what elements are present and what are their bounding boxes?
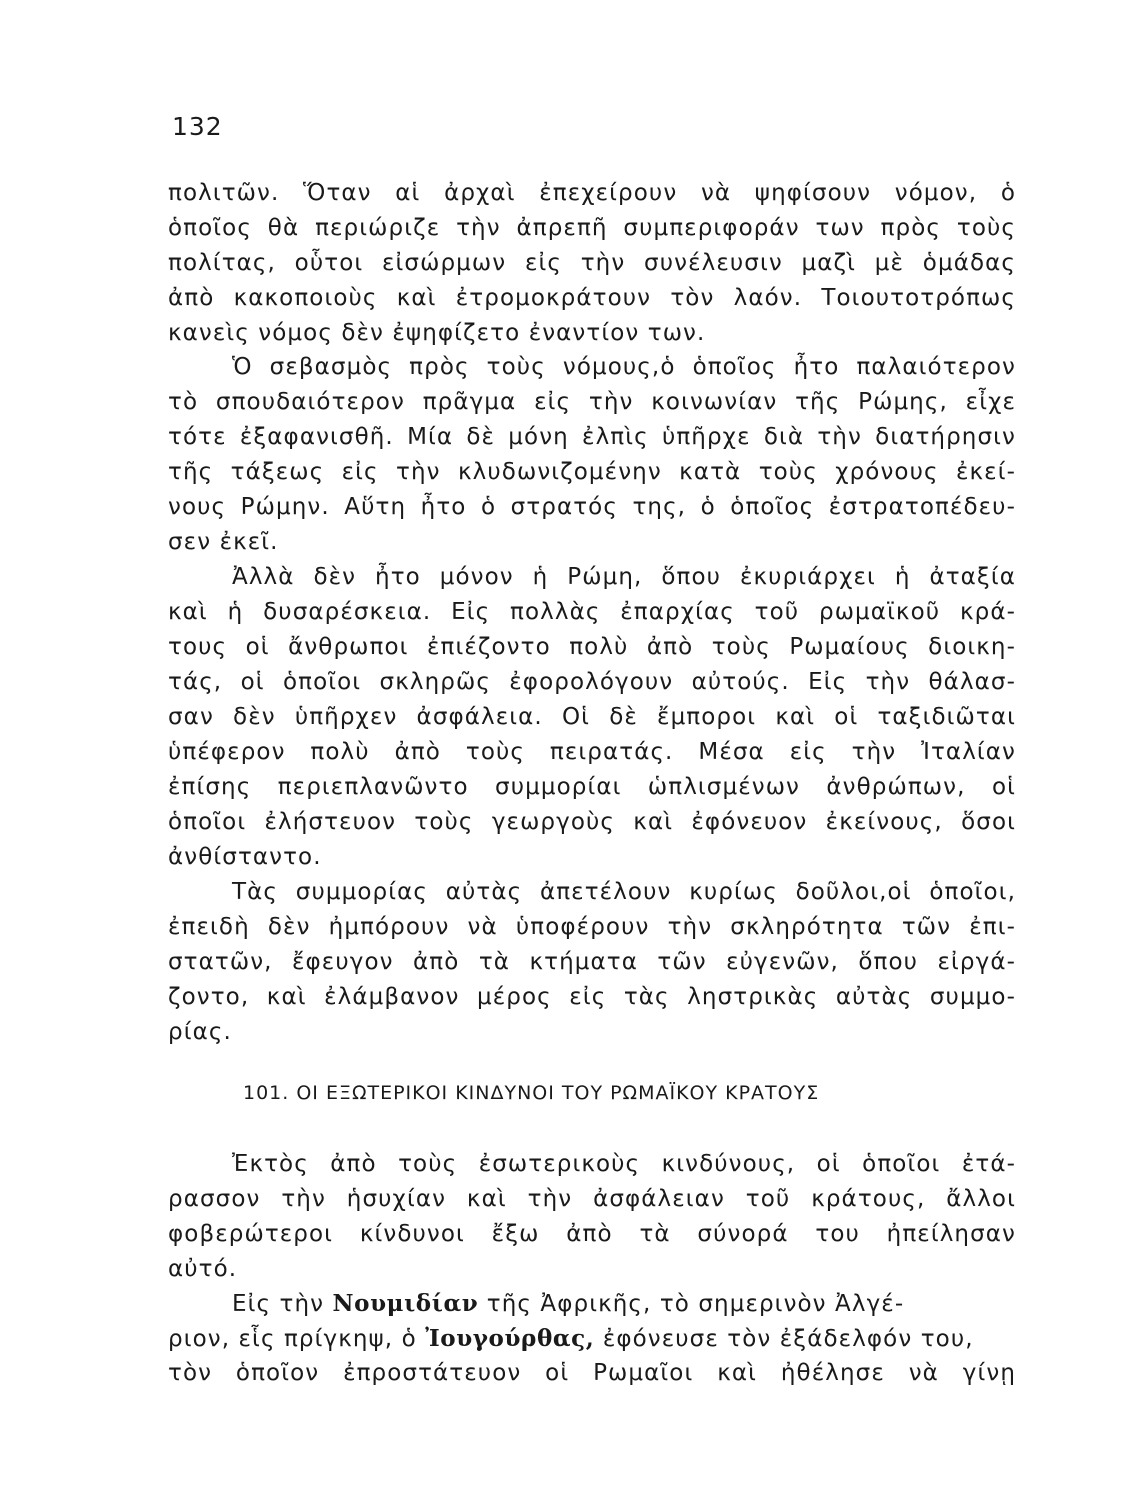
text-line: φοβερώτεροι κίνδυνοι ἔξω ἀπὸ τὰ σύνορά του ἠπείλησαν bbox=[168, 1221, 1016, 1247]
text-line: πολιτῶν. Ὅταν αἱ ἀρχαὶ ἐπεχείρουν νὰ ψηφίσουν νόμον, ὁ bbox=[168, 180, 1016, 206]
text-line: τους οἱ ἄνθρωποι ἐπιέζοντο πολὺ ἀπὸ τοὺς Ρωμαίους διοικη- bbox=[168, 634, 1016, 660]
text-fragment: ἐφόνευσε τὸν ἐξάδελφόν του, bbox=[594, 1326, 974, 1352]
text-fragment: ριον, εἷς πρίγκηψ, ὁ bbox=[168, 1326, 426, 1352]
text-line: Ἀλλὰ δὲν ἦτο μόνον ἡ Ρώμη, ὅπου ἐκυριάρχει ἡ ἀταξία bbox=[232, 564, 1016, 590]
text-line: καὶ ἡ δυσαρέσκεια. Εἰς πολλὰς ἐπαρχίας τοῦ ρωμαϊκοῦ κρά- bbox=[168, 599, 1016, 625]
text-line: τότε ἐξαφανισθῆ. Μία δὲ μόνη ἐλπὶς ὑπῆρχε διὰ τὴν διατήρησιν bbox=[168, 424, 1016, 450]
text-line: Ἐκτὸς ἀπὸ τοὺς ἐσωτερικοὺς κινδύνους, οἱ ὁποῖοι ἐτά- bbox=[232, 1151, 1016, 1177]
text-line: ρασσον τὴν ἡσυχίαν καὶ τὴν ἀσφάλειαν τοῦ κράτους, ἄλλοι bbox=[168, 1186, 1016, 1212]
text-line: ἀνθίσταντο. bbox=[168, 844, 322, 870]
text-line: τὸν ὁποῖον ἐπροστάτευον οἱ Ρωμαῖοι καὶ ἠθέλησε νὰ γίνῃ bbox=[168, 1360, 1016, 1386]
proper-name: Νουμιδίαν bbox=[332, 1290, 479, 1317]
text-line: πολίτας, οὗτοι εἰσώρμων εἰς τὴν συνέλευσιν μαζὶ μὲ ὁμάδας bbox=[168, 250, 1016, 276]
text-line: ὁποῖοι ἐλήστευον τοὺς γεωργοὺς καὶ ἐφόνευον ἐκείνους, ὅσοι bbox=[168, 809, 1016, 835]
text-line: ὑπέφερον πολὺ ἀπὸ τοὺς πειρατάς. Μέσα εἰς τὴν Ἰταλίαν bbox=[168, 739, 1016, 765]
text-line bbox=[168, 1327, 974, 1351]
text-line: ζοντο, καὶ ἐλάμβανον μέρος εἰς τὰς ληστρικὰς αὐτὰς συμμο- bbox=[168, 984, 1016, 1010]
text-line: τάς, οἱ ὁποῖοι σκληρῶς ἐφορολόγουν αὐτούς. Εἰς τὴν θάλασ- bbox=[168, 669, 1016, 695]
text-line: τὸ σπουδαιότερον πρᾶγμα εἰς τὴν κοινωνίαν τῆς Ρώμης, εἶχε bbox=[168, 389, 1016, 415]
text-line: αὐτό. bbox=[168, 1256, 238, 1282]
page-number: 132 bbox=[172, 112, 223, 141]
text-line: κανεὶς νόμος δὲν ἐψηφίζετο ἐναντίον των. bbox=[168, 320, 706, 346]
text-line: στατῶν, ἔφευγον ἀπὸ τὰ κτήματα τῶν εὐγενῶν, ὅπου εἰργά- bbox=[168, 949, 1016, 975]
text-line: τῆς τάξεως εἰς τὴν κλυδωνιζομένην κατὰ τοὺς χρόνους ἐκεί- bbox=[168, 459, 1016, 485]
text-line: ἐπειδὴ δὲν ἠμπόρουν νὰ ὑποφέρουν τὴν σκληρότητα τῶν ἐπι- bbox=[168, 914, 1016, 940]
text-line: Ὁ σεβασμὸς πρὸς τοὺς νόμους,ὁ ὁποῖος ἦτο παλαιότερον bbox=[232, 354, 1016, 380]
proper-name: Ἰουγούρθας, bbox=[425, 1325, 595, 1352]
text-line: ρίας. bbox=[168, 1019, 232, 1045]
text-fragment: τῆς Ἀφρικῆς, τὸ σημερινὸν Ἀλγέ- bbox=[478, 1291, 905, 1317]
text-line: ἀπὸ κακοποιοὺς καὶ ἐτρομοκράτουν τὸν λαόν. Τοιουτοτρόπως bbox=[168, 285, 1016, 311]
text-line: Τὰς συμμορίας αὐτὰς ἀπετέλουν κυρίως δοῦλοι,οἱ ὁποῖοι, bbox=[232, 879, 1016, 905]
text-line: νους Ρώμην. Αὕτη ἦτο ὁ στρατός της, ὁ ὁποῖος ἐστρατοπέδευ- bbox=[168, 494, 1016, 520]
text-line: ὁποῖος θὰ περιώριζε τὴν ἀπρεπῆ συμπεριφοράν των πρὸς τοὺς bbox=[168, 215, 1016, 241]
text-fragment: Εἰς τὴν bbox=[232, 1291, 333, 1317]
text-line: σεν ἐκεῖ. bbox=[168, 529, 279, 555]
text-line: ἐπίσης περιεπλανῶντο συμμορίαι ὡπλισμένων ἀνθρώπων, οἱ bbox=[168, 774, 1016, 800]
text-line: σαν δὲν ὑπῆρχεν ἀσφάλεια. Οἱ δὲ ἔμποροι καὶ οἱ ταξιδιῶται bbox=[168, 704, 1016, 730]
section-heading: 101. ΟΙ ΕΞΩΤΕΡΙΚΟΙ ΚΙΝΔΥΝΟΙ ΤΟΥ ΡΩΜΑΪΚΟΥ ΚΡΑΤΟΥΣ bbox=[243, 1082, 820, 1104]
text-line bbox=[232, 1292, 904, 1316]
